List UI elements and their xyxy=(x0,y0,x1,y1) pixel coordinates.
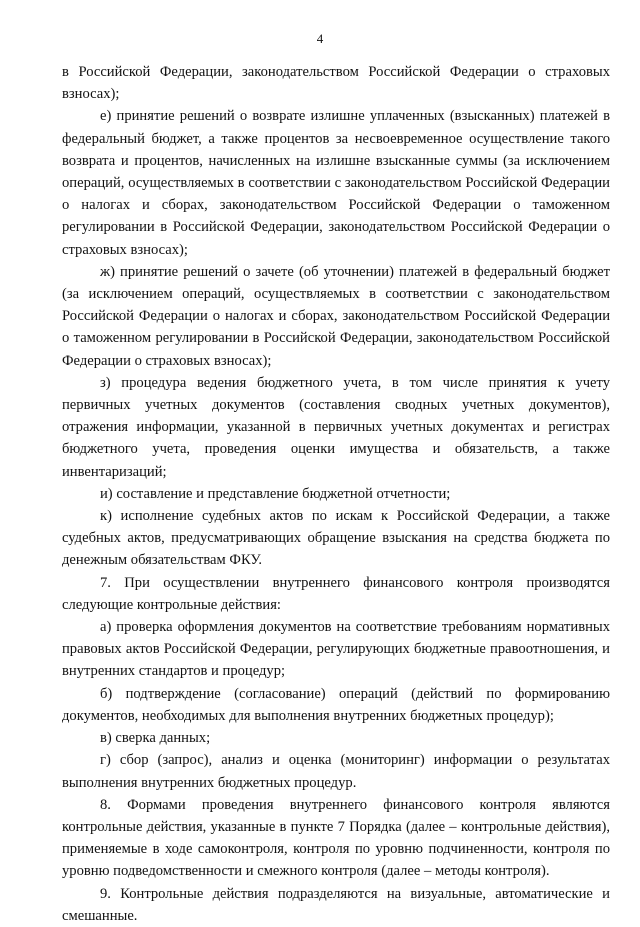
paragraph-item-i: и) составление и представление бюджетной отчетности; xyxy=(100,485,451,502)
paragraph-item-b: б) подтверждение (согласование) операций (действий по формированию документов, необходимых для выполнения внутренних бюджетных процедур); xyxy=(62,685,610,724)
paragraph-item-a: а) проверка оформления документов на соответствие требованиям нормативных правовых актов Российской Федерации, регулирующих бюджетные правоотношения, и внутренних стандартов и процедур; xyxy=(62,619,610,680)
paragraph-item-e: е) принятие решений о возврате излишне уплаченных (взысканных) платежей в федеральный бюджет, а также процентов за несвоевременное осуществление такого возврата и процентов, начисленных на излишне взысканные суммы (за исключением операций, осуществляемых в соответствии с законодательством Российской Федерации о налогах и сборах, законодательством Российской Федерации о таможенном регулировании в Российской Федерации, законодательством Российской Федерации о страховых взносах); xyxy=(62,108,610,258)
paragraph-item-g: г) сбор (запрос), анализ и оценка (мониторинг) информации о результатах выполнения внутренних бюджетных процедур. xyxy=(62,752,610,791)
paragraph-clause-7: 7. При осуществлении внутреннего финансового контроля производятся следующие контрольные действия: xyxy=(62,574,610,613)
paragraph-item-zh: ж) принятие решений о зачете (об уточнении) платежей в федеральный бюджет (за исключением операций, осуществляемых в соответствии с законодательством Российской Федерации о налогах и сборах, законодательством Российской Федерации о таможенном регулировании в Российской Федерации, законодательством Российской Федерации о страховых взносах); xyxy=(62,263,610,369)
paragraph-clause-8: 8. Формами проведения внутреннего финансового контроля являются контрольные действия, указанные в пункте 7 Порядка (далее – контрольные действия), применяемые в ходе самоконтроля, контроля по уровню подчиненности, контроля по уровню подведомственности и смежного контроля (далее – методы контроля). xyxy=(62,796,610,880)
paragraph-item-v: в) сверка данных; xyxy=(100,730,211,747)
paragraph-continuation: в Российской Федерации, законодательством Российской Федерации о страховых взносах); xyxy=(62,64,610,103)
paragraph-clause-9: 9. Контрольные действия подразделяются на визуальные, автоматические и смешанные. xyxy=(62,885,610,924)
paragraph-item-k: к) исполнение судебных актов по искам к Российской Федерации, а также судебных актов, предусматривающих обращение взыскания на средства бюджета по денежным обязательствам ФКУ. xyxy=(62,508,610,569)
document-body xyxy=(62,61,610,927)
page-number: 4 xyxy=(316,31,324,46)
paragraph-item-z: з) процедура ведения бюджетного учета, в том числе принятия к учету первичных учетных документов (составления сводных учетных документов), отражения информации, указанной в первичных учетных документах и регистрах бюджетного учета, проведения оценки имущества и обязательств, а также инвентаризаций; xyxy=(62,374,610,480)
